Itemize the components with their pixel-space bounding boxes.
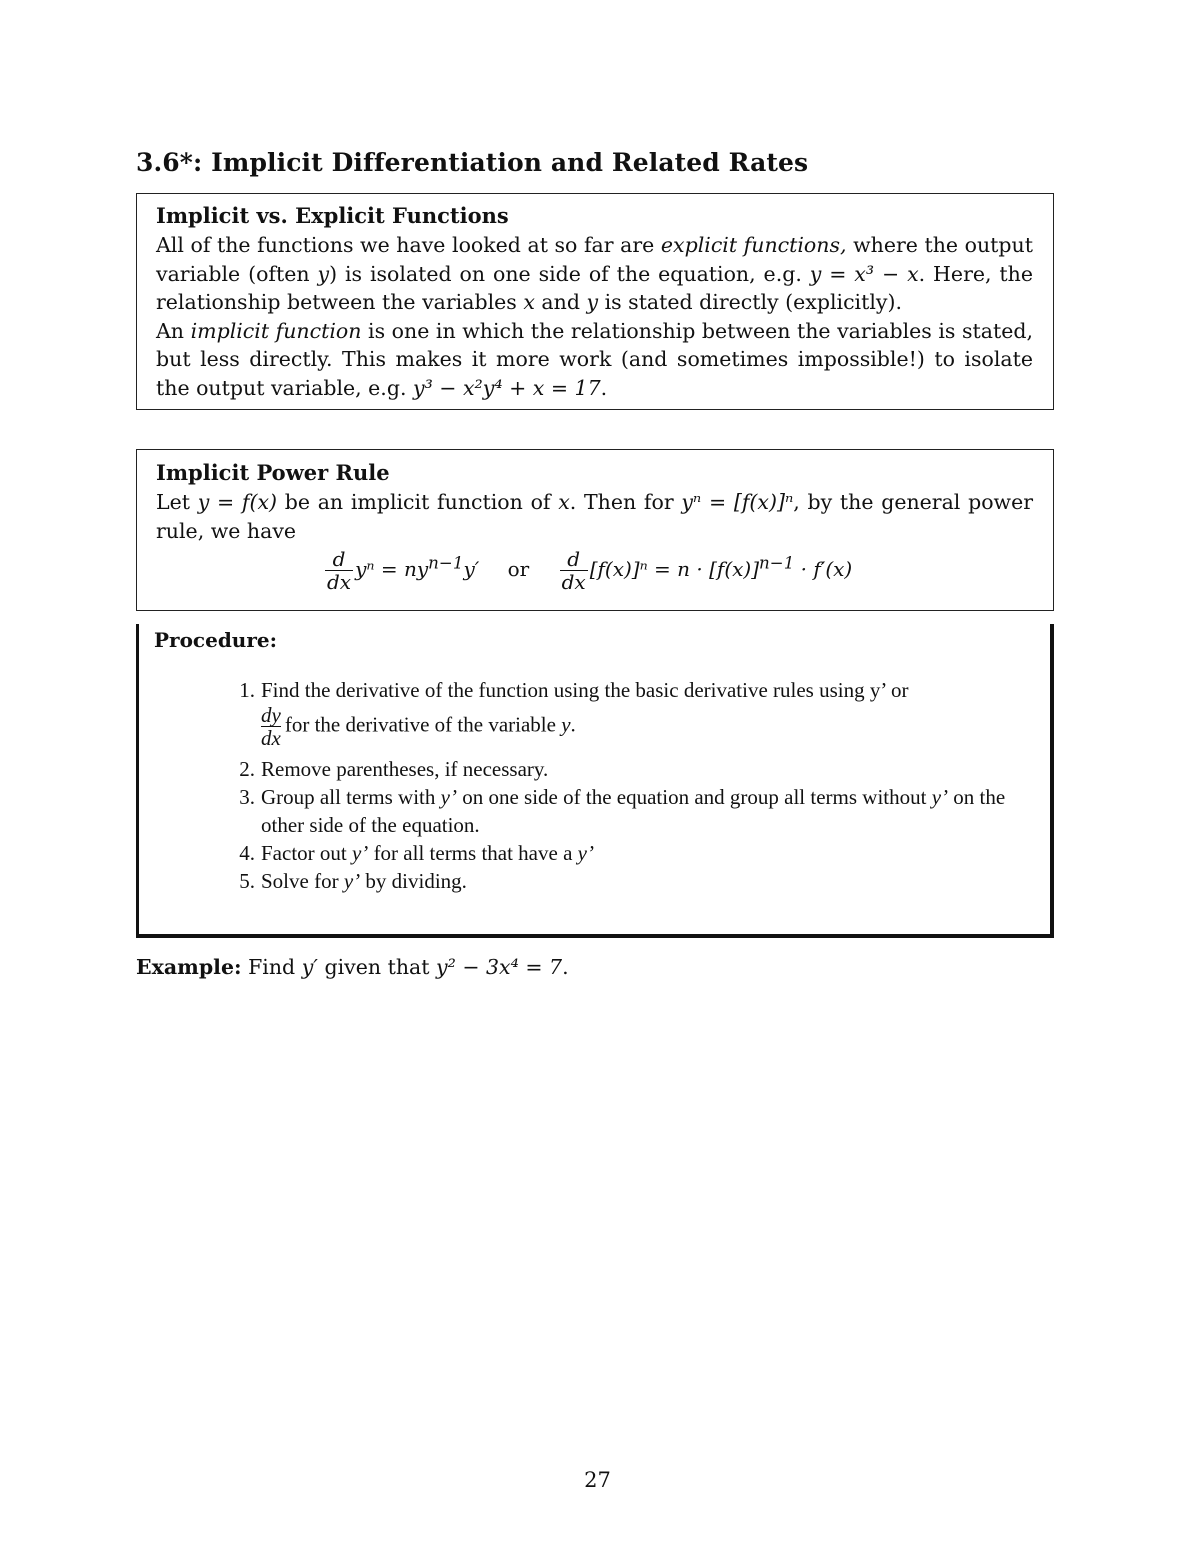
frac-denominator: dx bbox=[561, 570, 586, 594]
item-text: Group all terms with bbox=[261, 785, 441, 809]
item-text: Remove parentheses, if necessary. bbox=[261, 757, 549, 781]
text-run: . bbox=[600, 375, 608, 400]
example-label: Example: bbox=[136, 955, 242, 979]
math-var: y bbox=[561, 712, 571, 737]
text-run: Let bbox=[156, 490, 198, 514]
text-run: All of the functions we have looked at so far are bbox=[156, 233, 661, 257]
math-var: y’ bbox=[440, 785, 457, 809]
box-heading: Implicit Power Rule bbox=[156, 460, 390, 485]
math-exponent: n−1 bbox=[759, 553, 795, 573]
math-expression: y′ bbox=[463, 557, 480, 581]
item-text: on one side of the equation and group all terms without bbox=[456, 785, 932, 809]
derivative-operator bbox=[325, 548, 353, 593]
text-run: . bbox=[562, 955, 569, 979]
math-expression: y = f(x) bbox=[197, 490, 278, 514]
math-expression: y = x³ − x bbox=[809, 261, 919, 286]
text-run: . Then for bbox=[569, 490, 682, 514]
procedure-list bbox=[225, 676, 1015, 895]
item-text: for the derivative of the variable bbox=[284, 712, 562, 737]
item-number: 1. bbox=[239, 678, 255, 702]
math-expression: y² − 3x⁴ = 7 bbox=[436, 955, 563, 979]
math-var: y’ bbox=[343, 869, 361, 893]
item-number: 4. bbox=[239, 841, 255, 865]
item-text: on the other side of the equation. bbox=[261, 785, 1006, 837]
explicit-implicit-box bbox=[136, 193, 1054, 410]
frac-numerator: d bbox=[325, 548, 353, 571]
list-item bbox=[225, 839, 1015, 867]
math-expression: [f(x)]ⁿ = n · [f(x)] bbox=[589, 557, 760, 581]
box-body bbox=[156, 231, 1033, 402]
frac-denominator: dx bbox=[261, 726, 281, 750]
text-run: . Here, the relationship between the variables bbox=[156, 261, 1033, 314]
item-text: Solve for bbox=[261, 869, 344, 893]
math-var: y’ bbox=[577, 841, 594, 865]
math-var: y’ bbox=[931, 785, 949, 809]
example-line bbox=[136, 955, 569, 979]
frac-numerator: dy bbox=[261, 703, 281, 727]
math-var: x bbox=[523, 290, 535, 314]
math-var: y bbox=[586, 290, 599, 314]
procedure-heading: Procedure: bbox=[154, 628, 277, 652]
item-text: Factor out bbox=[261, 841, 352, 865]
text-run: , by the general power rule, we have bbox=[156, 490, 1034, 543]
list-item bbox=[225, 867, 1015, 895]
item-text: by dividing. bbox=[360, 869, 467, 893]
list-item bbox=[225, 755, 1015, 783]
text-run: ) is isolated on one side of the equation, e.g. bbox=[329, 261, 810, 286]
frac-denominator: dx bbox=[327, 570, 352, 594]
text-run: be an implicit function of bbox=[277, 490, 559, 514]
math-var: y′ bbox=[301, 955, 318, 979]
item-number: 2. bbox=[239, 757, 255, 781]
math-var: y’ bbox=[351, 841, 369, 865]
frac-numerator: d bbox=[560, 548, 588, 571]
dy-dx-fraction bbox=[261, 704, 281, 749]
emphasis: explicit functions, bbox=[660, 233, 847, 257]
box-heading: Implicit vs. Explicit Functions bbox=[156, 203, 509, 228]
math-exponent: n−1 bbox=[428, 553, 464, 573]
item-text: . bbox=[570, 712, 576, 737]
or-text: or bbox=[507, 557, 530, 581]
text-run: is one in which the relationship between the variables is stated, but less directly. This makes it more work (and sometimes impossible!) to isolate the output variable, e.g. bbox=[156, 318, 1033, 400]
item-number: 3. bbox=[239, 785, 255, 809]
power-rule-box bbox=[136, 449, 1054, 611]
math-var: x bbox=[558, 490, 570, 514]
section-title: 3.6*: Implicit Differentiation and Related Rates bbox=[136, 148, 809, 177]
item-text: for all terms that have a bbox=[368, 841, 578, 865]
text-run: is stated directly (explicitly). bbox=[598, 290, 902, 314]
math-expression: yⁿ = ny bbox=[355, 557, 429, 581]
power-rule-formula bbox=[323, 548, 852, 593]
item-number: 5. bbox=[239, 869, 255, 893]
math-expression: yⁿ = [f(x)]ⁿ bbox=[681, 490, 794, 514]
list-item bbox=[225, 783, 1015, 839]
derivative-operator bbox=[560, 548, 588, 593]
item-text: Find the derivative of the function using the basic derivative rules using y’ or bbox=[261, 678, 909, 702]
math-var: y bbox=[317, 261, 330, 286]
list-item bbox=[225, 676, 1015, 749]
text-run: Find bbox=[241, 955, 302, 979]
emphasis: implicit function bbox=[190, 318, 362, 343]
math-expression: y³ − x²y⁴ + x = 17 bbox=[412, 375, 601, 400]
text-run: An bbox=[156, 318, 191, 343]
text-run: given that bbox=[317, 955, 436, 979]
math-expression: · f′(x) bbox=[794, 557, 853, 581]
page-number: 27 bbox=[584, 1468, 611, 1492]
text-run: and bbox=[534, 290, 587, 314]
text-run: where the output variable (often bbox=[156, 233, 1033, 286]
procedure-box bbox=[136, 624, 1054, 938]
box-body bbox=[156, 488, 1033, 545]
